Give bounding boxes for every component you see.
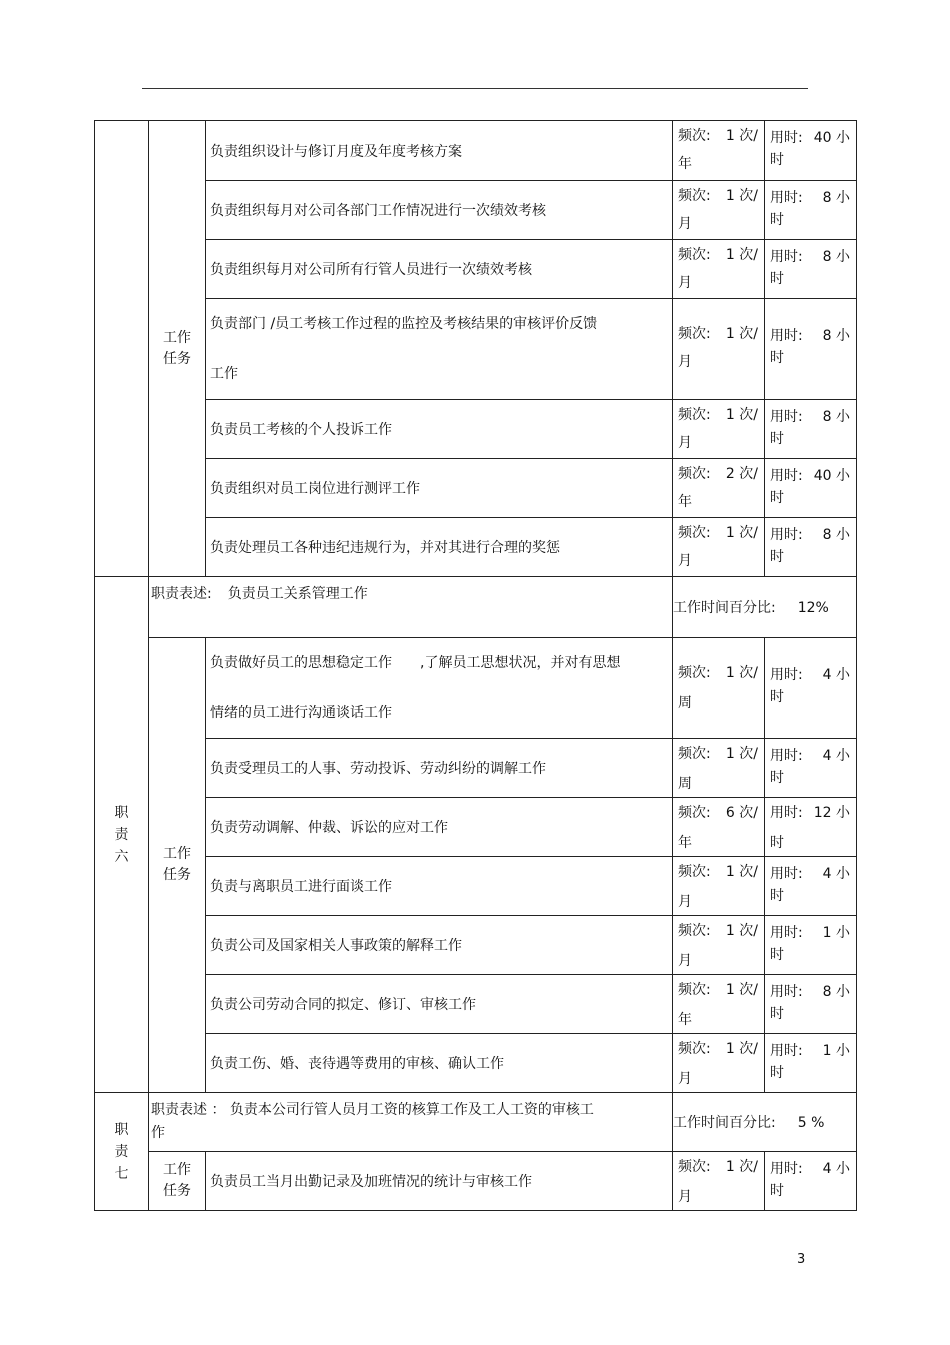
frequency-cell: 频次: 1 次/ 月 (673, 299, 765, 400)
header-rule (142, 88, 808, 89)
task-text: 负责组织设计与修订月度及年度考核方案 (206, 121, 673, 181)
frequency-cell: 频次: 1 次/ 周 (673, 739, 765, 798)
frequency-cell: 频次: 1 次/ 月 (673, 857, 765, 916)
frequency-cell: 频次: 1 次/ 月 (673, 240, 765, 299)
task-text: 负责组织每月对公司所有行管人员进行一次绩效考核 (206, 240, 673, 299)
duration-cell: 用时: 4 小 时 (765, 739, 857, 798)
table-row (95, 518, 857, 577)
frequency-cell: 频次: 1 次/ 月 (673, 1152, 765, 1211)
duration-cell: 用时: 8 小 时 (765, 975, 857, 1034)
duration-cell: 用时: 12 小 时 (765, 798, 857, 857)
task-text: 负责处理员工各种违纪违规行为，并对其进行合理的奖惩 (206, 518, 673, 577)
duration-cell: 用时: 40 小 时 (765, 459, 857, 518)
page-number: 3 (797, 1252, 806, 1267)
table-row (95, 1093, 857, 1152)
task-text: 负责组织对员工岗位进行测评工作 (206, 459, 673, 518)
duration-cell: 用时: 40 小 时 (765, 121, 857, 181)
task-text: 负责受理员工的人事、劳动投诉、劳动纠纷的调解工作 (206, 739, 673, 798)
table-row (95, 181, 857, 240)
frequency-cell: 频次: 1 次/ 月 (673, 518, 765, 577)
duration-cell: 用时: 8 小 时 (765, 400, 857, 459)
task-text: 负责组织每月对公司各部门工作情况进行一次绩效考核 (206, 181, 673, 240)
task-text: 负责工伤、婚、丧待遇等费用的审核、确认工作 (206, 1034, 673, 1093)
frequency-cell: 频次: 6 次/ 年 (673, 798, 765, 857)
frequency-cell: 频次: 1 次/ 月 (673, 1034, 765, 1093)
task-text: 负责员工当月出勤记录及加班情况的统计与审核工作 (206, 1152, 673, 1211)
duration-cell: 用时: 4 小 时 (765, 638, 857, 739)
table-row (95, 916, 857, 975)
work-task-label: 工作 任务 (149, 638, 206, 1093)
task-text: 负责与离职员工进行面谈工作 (206, 857, 673, 916)
duty-seven-label: 职 责 七 (95, 1093, 149, 1211)
duration-cell: 用时: 8 小 时 (765, 240, 857, 299)
task-text: 负责员工考核的个人投诉工作 (206, 400, 673, 459)
task-text: 负责公司及国家相关人事政策的解释工作 (206, 916, 673, 975)
duration-cell: 用时: 8 小 时 (765, 181, 857, 240)
frequency-cell: 频次: 1 次/ 年 (673, 121, 765, 181)
frequency-cell: 频次: 1 次/ 月 (673, 916, 765, 975)
table-row (95, 299, 857, 400)
duration-cell: 用时: 1 小 时 (765, 1034, 857, 1093)
table-row (95, 975, 857, 1034)
frequency-cell: 频次: 1 次/ 年 (673, 975, 765, 1034)
duty-cell-empty (95, 121, 149, 577)
table-row (95, 1152, 857, 1211)
duration-cell: 用时: 4 小 时 (765, 857, 857, 916)
table-row (95, 739, 857, 798)
duration-cell: 用时: 4 小 时 (765, 1152, 857, 1211)
time-percentage: 工作时间百分比: 5 % (673, 1093, 857, 1152)
table-row (95, 577, 857, 638)
duration-cell: 用时: 1 小 时 (765, 916, 857, 975)
table-row (95, 798, 857, 857)
duration-cell: 用时: 8 小 时 (765, 299, 857, 400)
table-row (95, 857, 857, 916)
task-text: 负责劳动调解、仲裁、诉讼的应对工作 (206, 798, 673, 857)
frequency-cell: 频次: 1 次/ 月 (673, 181, 765, 240)
work-task-label: 工作 任务 (149, 1152, 206, 1211)
task-text: 负责做好员工的思想稳定工作 ,了解员工思想状况，并对有思想 情绪的员工进行沟通谈话工作 (206, 638, 673, 739)
duration-cell: 用时: 8 小 时 (765, 518, 857, 577)
time-percentage: 工作时间百分比: 12% (673, 577, 857, 638)
task-text: 负责部门 /员工考核工作过程的监控及考核结果的审核评价反馈 工作 (206, 299, 673, 400)
task-text: 负责公司劳动合同的拟定、修订、审核工作 (206, 975, 673, 1034)
frequency-cell: 频次: 1 次/ 月 (673, 400, 765, 459)
duty-table (94, 120, 857, 1211)
table-row (95, 240, 857, 299)
work-task-label: 工作 任务 (149, 121, 206, 577)
table-row (95, 400, 857, 459)
table-row (95, 1034, 857, 1093)
duty-six-label: 职 责 六 (95, 577, 149, 1093)
duty-description: 职责表述 ： 负责本公司行管人员月工资的核算工作及工人工资的审核工 作 (149, 1093, 673, 1152)
frequency-cell: 频次: 2 次/ 年 (673, 459, 765, 518)
table-row (95, 459, 857, 518)
frequency-cell: 频次: 1 次/ 周 (673, 638, 765, 739)
table-row (95, 638, 857, 739)
table-row (95, 121, 857, 181)
duty-description: 职责表述: 负责员工关系管理工作 (149, 577, 673, 638)
